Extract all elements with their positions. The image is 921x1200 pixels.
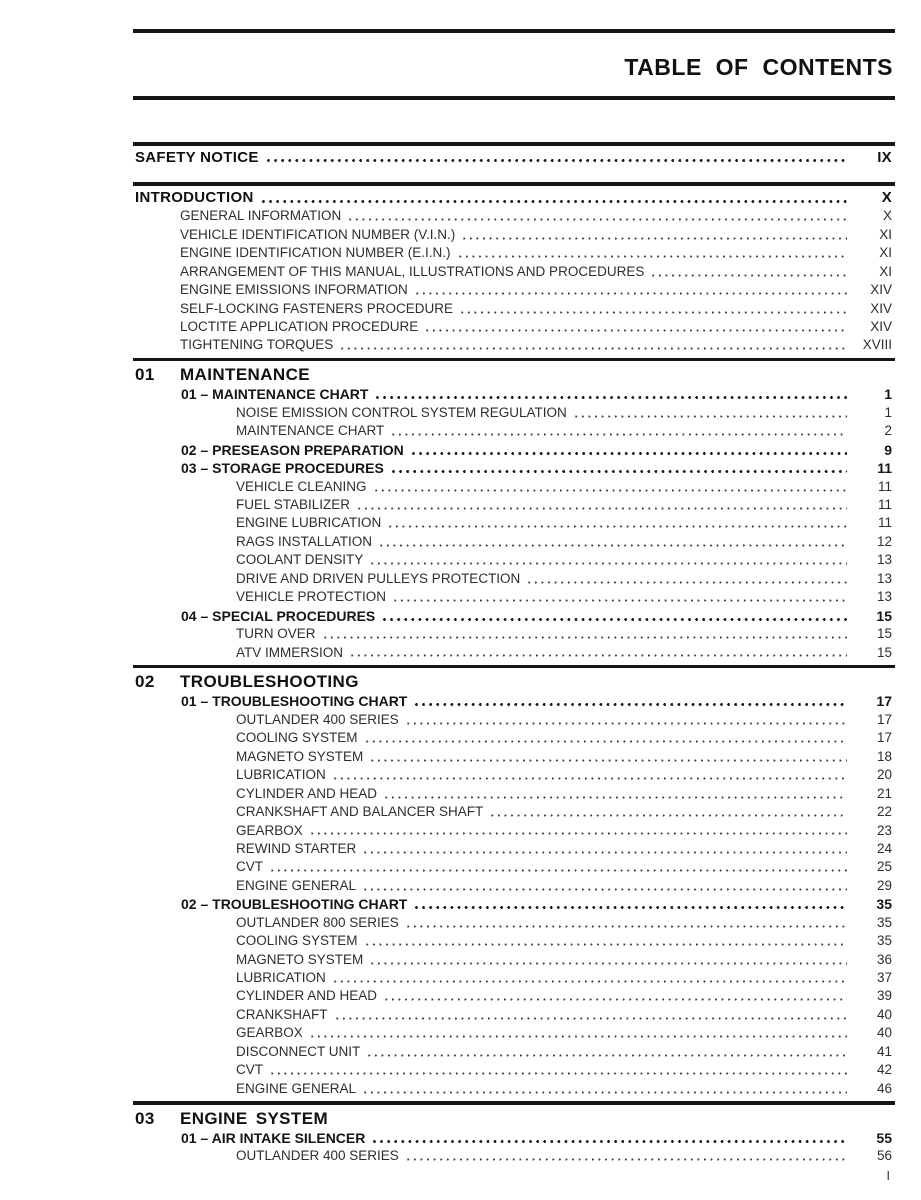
dot-leader <box>349 653 847 658</box>
toc-subentry <box>133 318 895 336</box>
section-rule <box>133 182 895 186</box>
dot-leader <box>322 635 847 640</box>
footer-page-number: I <box>886 1169 890 1184</box>
page-number: 39 <box>876 988 892 1004</box>
toc-item-entry-label: COOLANT DENSITY <box>236 552 364 568</box>
chapter-number: 03 <box>135 1108 155 1128</box>
toc-subentry-label: VEHICLE IDENTIFICATION NUMBER (V.I.N.) <box>180 226 456 242</box>
toc-item-entry-label: FUEL STABILIZER <box>236 497 351 512</box>
toc-item-entry <box>133 729 895 747</box>
page-number: XVIII <box>862 337 892 353</box>
dot-leader <box>392 598 847 603</box>
toc-item-entry <box>133 1080 895 1098</box>
dot-leader <box>362 1090 847 1095</box>
toc-item-entry <box>133 1061 895 1079</box>
dot-leader <box>383 795 847 800</box>
page-number: 35 <box>876 933 892 949</box>
dot-leader <box>383 997 847 1002</box>
toc-part-entry <box>133 385 895 403</box>
dot-leader <box>413 905 847 910</box>
dot-leader <box>309 831 847 836</box>
dot-leader <box>489 813 847 818</box>
toc-item-entry-label: GEARBOX <box>236 1025 303 1041</box>
page-number: X <box>882 208 892 224</box>
page-number: 37 <box>876 970 892 985</box>
page-number: 13 <box>876 570 892 586</box>
toc-item-entry-label: TURN OVER <box>236 626 316 642</box>
toc-part-entry-label: 02 – PRESEASON PREPARATION <box>181 441 404 458</box>
toc-part-entry-label: 03 – STORAGE PROCEDURES <box>181 460 384 477</box>
toc-item-entry <box>133 858 895 876</box>
toc-subentry-label: ARRANGEMENT OF THIS MANUAL, ILLUSTRATIONS AND PROCEDURES <box>180 263 645 279</box>
toc-item-entry <box>133 914 895 932</box>
page-number: 21 <box>876 785 892 801</box>
toc-item-entry <box>133 748 895 766</box>
page-number: 24 <box>876 840 892 856</box>
dot-leader <box>366 1053 847 1058</box>
chapter-title: TROUBLESHOOTING <box>180 672 359 692</box>
toc-item-entry <box>133 644 895 662</box>
toc-item-entry-label: REWIND STARTER <box>236 840 357 856</box>
dot-leader <box>573 414 847 419</box>
page-number: 46 <box>876 1080 892 1096</box>
page-number: XI <box>879 226 892 242</box>
dot-leader <box>369 758 847 763</box>
dot-leader <box>356 506 847 511</box>
toc-item-entry <box>133 822 895 840</box>
toc-item-entry <box>133 625 895 643</box>
dot-leader <box>459 310 847 315</box>
toc-item-entry-label: ATV IMMERSION <box>236 644 344 660</box>
page-number: 36 <box>876 951 892 967</box>
header-top-rule <box>133 29 895 33</box>
toc-item-entry-label: OUTLANDER 400 SERIES <box>236 711 399 727</box>
dot-leader <box>390 469 847 474</box>
page-title: TABLE OF CONTENTS <box>624 54 893 80</box>
toc <box>133 142 895 1165</box>
chapter-title: ENGINE SYSTEM <box>180 1108 329 1128</box>
page-number: XI <box>879 245 892 261</box>
page-number: 35 <box>876 896 892 913</box>
dot-leader <box>381 617 847 622</box>
section-rule <box>133 665 895 669</box>
dot-leader <box>650 273 847 278</box>
toc-item-entry <box>133 840 895 858</box>
dot-leader <box>309 1034 847 1039</box>
toc-subentry-label: ENGINE EMISSIONS INFORMATION <box>180 282 408 298</box>
page-number: 9 <box>884 441 892 458</box>
toc-subentry <box>133 226 895 244</box>
dot-leader <box>526 580 847 585</box>
toc-part-entry <box>133 607 895 625</box>
dot-leader <box>362 887 847 892</box>
page-number: 17 <box>876 711 892 727</box>
dot-leader <box>269 1071 847 1076</box>
page-number: 20 <box>876 767 892 783</box>
toc-item-entry <box>133 803 895 821</box>
toc-part-entry-label: 01 – AIR INTAKE SILENCER <box>181 1129 366 1146</box>
toc-item-entry-label: ENGINE GENERAL <box>236 877 357 893</box>
toc-item-entry <box>133 766 895 784</box>
toc-subentry <box>133 244 895 262</box>
toc-item-entry <box>133 588 895 606</box>
page-number: 11 <box>877 460 892 477</box>
toc-item-entry <box>133 987 895 1005</box>
page-number: 1 <box>884 386 892 403</box>
chapter-heading <box>133 1108 895 1129</box>
toc-item-entry <box>133 969 895 987</box>
toc-item-entry-label: CVT <box>236 859 263 875</box>
toc-item-entry-label: GEARBOX <box>236 822 303 838</box>
dot-leader <box>405 924 847 929</box>
page-number: 18 <box>876 748 892 764</box>
toc-subentry <box>133 300 895 318</box>
dot-leader <box>378 543 847 548</box>
page-number: 17 <box>876 730 892 746</box>
page-number: 11 <box>877 515 892 531</box>
toc-item-entry-label: CYLINDER AND HEAD <box>236 785 378 801</box>
section-rule <box>133 358 895 362</box>
section-rule <box>133 1101 895 1105</box>
toc-item-entry <box>133 404 895 422</box>
toc-item-entry <box>133 422 895 440</box>
page-number: 35 <box>876 914 892 930</box>
toc-item-entry-label: ENGINE GENERAL <box>236 1080 357 1096</box>
page-number: 15 <box>876 607 892 624</box>
toc-item-entry-label: DISCONNECT UNIT <box>236 1043 361 1059</box>
dot-leader <box>332 979 847 984</box>
dot-leader <box>364 942 847 947</box>
page-number: 13 <box>876 552 892 568</box>
toc-item-entry <box>133 533 895 551</box>
chapter-heading <box>133 364 895 385</box>
dot-leader <box>457 254 847 259</box>
dot-leader <box>371 1139 847 1144</box>
dot-leader <box>362 850 847 855</box>
toc-item-entry-label: LUBRICATION <box>236 970 326 985</box>
toc-item-entry <box>133 877 895 895</box>
dot-leader <box>369 961 847 966</box>
toc-subentry <box>133 207 895 225</box>
dot-leader <box>413 702 847 707</box>
dot-leader <box>410 451 847 456</box>
page-content <box>133 0 895 1184</box>
toc-subentry-label: GENERAL INFORMATION <box>180 208 342 224</box>
toc-item-entry <box>133 1024 895 1042</box>
toc-item-entry-label: MAINTENANCE CHART <box>236 423 385 439</box>
toc-entry <box>133 149 895 167</box>
page-number: 42 <box>876 1062 892 1078</box>
toc-subentry-label: ENGINE IDENTIFICATION NUMBER (E.I.N.) <box>180 245 451 261</box>
toc-item-entry-label: VEHICLE CLEANING <box>236 478 367 494</box>
toc-subentry-label: LOCTITE APPLICATION PROCEDURE <box>180 319 419 334</box>
dot-leader <box>373 488 847 493</box>
chapter-heading <box>133 671 895 692</box>
toc-part-entry <box>133 441 895 459</box>
page-number: XIV <box>870 282 892 298</box>
page-number: 40 <box>876 1025 892 1041</box>
toc-part-entry-label: 02 – TROUBLESHOOTING CHART <box>181 896 408 913</box>
page-number: X <box>881 188 892 206</box>
toc-item-entry <box>133 785 895 803</box>
chapter-title: MAINTENANCE <box>180 365 311 385</box>
toc-item-entry <box>133 514 895 532</box>
toc-item-entry <box>133 932 895 950</box>
page-number: 12 <box>876 533 892 549</box>
dot-leader <box>260 199 847 204</box>
toc-item-entry-label: RAGS INSTALLATION <box>236 533 373 549</box>
dot-leader <box>414 291 847 296</box>
toc-part-entry <box>133 459 895 477</box>
page-number: XIV <box>870 319 892 334</box>
page-number: 17 <box>876 693 892 710</box>
toc-item-entry-label: CYLINDER AND HEAD <box>236 988 378 1004</box>
page-number: 11 <box>877 478 892 494</box>
header-bottom-rule <box>133 96 895 100</box>
toc-part-entry <box>133 1129 895 1147</box>
toc-entry <box>133 189 895 207</box>
toc-item-entry <box>133 570 895 588</box>
toc-entry-label: INTRODUCTION <box>135 188 254 206</box>
toc-part-entry-label: 01 – MAINTENANCE CHART <box>181 386 369 403</box>
toc-subentry <box>133 336 895 354</box>
section-rule <box>133 142 895 146</box>
toc-item-entry-label: VEHICLE PROTECTION <box>236 589 387 605</box>
page-number: 13 <box>876 589 892 605</box>
page-number: 56 <box>876 1148 892 1163</box>
page-number: 29 <box>876 877 892 893</box>
page-number: 15 <box>876 626 892 642</box>
toc-item-entry-label: ENGINE LUBRICATION <box>236 515 382 531</box>
page-number: 11 <box>877 497 892 512</box>
toc-item-entry <box>133 496 895 514</box>
chapter-number: 02 <box>135 672 155 692</box>
page-number: XI <box>879 263 892 279</box>
dot-leader <box>347 217 847 222</box>
dot-leader <box>387 524 847 529</box>
toc-item-entry <box>133 951 895 969</box>
dot-leader <box>461 236 847 241</box>
toc-item-entry-label: MAGNETO SYSTEM <box>236 748 364 764</box>
page-number: 1 <box>884 404 892 420</box>
toc-item-entry-label: DRIVE AND DRIVEN PULLEYS PROTECTION <box>236 570 521 586</box>
dot-leader <box>334 1016 847 1021</box>
dot-leader <box>369 561 847 566</box>
toc-item-entry <box>133 1043 895 1061</box>
dot-leader <box>424 328 847 333</box>
dot-leader <box>374 395 847 400</box>
toc-subentry-label: TIGHTENING TORQUES <box>180 337 334 353</box>
dot-leader <box>339 346 847 351</box>
page-number: 23 <box>876 822 892 838</box>
toc-item-entry-label: CRANKSHAFT AND BALANCER SHAFT <box>236 804 484 820</box>
dot-leader <box>364 739 847 744</box>
toc-entry-label: SAFETY NOTICE <box>135 148 259 166</box>
dot-leader <box>269 868 847 873</box>
toc-item-entry-label: OUTLANDER 400 SERIES <box>236 1148 399 1163</box>
page-number: 55 <box>876 1129 892 1146</box>
toc-part-entry <box>133 692 895 710</box>
dot-leader <box>332 776 847 781</box>
page-number: 25 <box>876 859 892 875</box>
dot-leader <box>405 721 847 726</box>
toc-item-entry-label: OUTLANDER 800 SERIES <box>236 914 399 930</box>
toc-item-entry <box>133 551 895 569</box>
page-number: IX <box>877 148 892 166</box>
toc-item-entry <box>133 711 895 729</box>
chapter-number: 01 <box>135 365 155 385</box>
toc-part-entry-label: 01 – TROUBLESHOOTING CHART <box>181 693 408 710</box>
toc-item-entry-label: CVT <box>236 1062 263 1078</box>
toc-subentry-label: SELF-LOCKING FASTENERS PROCEDURE <box>180 300 454 316</box>
toc-item-entry <box>133 478 895 496</box>
dot-leader <box>390 432 847 437</box>
toc-item-entry-label: MAGNETO SYSTEM <box>236 951 364 967</box>
toc-item-entry-label: CRANKSHAFT <box>236 1006 328 1022</box>
page-number: XIV <box>870 300 892 316</box>
toc-item-entry-label: COOLING SYSTEM <box>236 933 358 949</box>
page-number: 15 <box>876 644 892 660</box>
toc-item-entry-label: LUBRICATION <box>236 767 326 783</box>
toc-item-entry-label: NOISE EMISSION CONTROL SYSTEM REGULATION <box>236 404 567 420</box>
page-number: 41 <box>876 1043 892 1059</box>
toc-item-entry-label: COOLING SYSTEM <box>236 730 358 746</box>
dot-leader <box>265 158 847 163</box>
toc-part-entry-label: 04 – SPECIAL PROCEDURES <box>181 607 376 624</box>
toc-part-entry <box>133 895 895 913</box>
page-number: 2 <box>884 423 892 439</box>
toc-item-entry <box>133 1147 895 1165</box>
toc-item-entry <box>133 1006 895 1024</box>
toc-subentry <box>133 263 895 281</box>
page-number: 40 <box>876 1006 892 1022</box>
page-number: 22 <box>876 804 892 820</box>
dot-leader <box>405 1157 847 1162</box>
toc-subentry <box>133 281 895 299</box>
